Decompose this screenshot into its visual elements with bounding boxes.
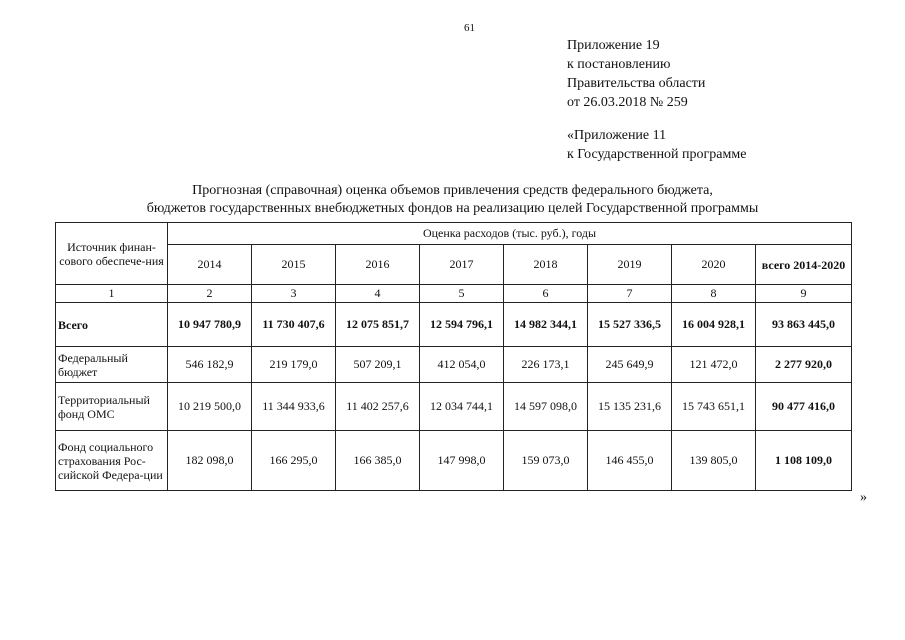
- column-number: 3: [252, 285, 336, 303]
- document-title: [0, 182, 905, 218]
- row-source: Территориальный фонд ОМС: [56, 383, 168, 431]
- year-header: 2018: [504, 245, 588, 285]
- table-cell: 146 455,0: [588, 431, 672, 491]
- table-cell: 166 295,0: [252, 431, 336, 491]
- column-number: 6: [504, 285, 588, 303]
- page-number: 61: [464, 22, 475, 34]
- table-row-federal: [56, 347, 852, 383]
- table-cell: 14 982 344,1: [504, 303, 588, 347]
- appendix-header: [567, 36, 705, 112]
- table-cell: 12 594 796,1: [420, 303, 504, 347]
- table-cell: 147 998,0: [420, 431, 504, 491]
- row-total: 1 108 109,0: [756, 431, 852, 491]
- row-total: 2 277 920,0: [756, 347, 852, 383]
- table-cell: 10 947 780,9: [168, 303, 252, 347]
- table-cell: 139 805,0: [672, 431, 756, 491]
- table-cell: 15 527 336,5: [588, 303, 672, 347]
- row-source: Фонд социального страхования Рос-сийской Федера-ции: [56, 431, 168, 491]
- appendix-line-3: Правительства области: [567, 76, 706, 91]
- title-line-2: бюджетов государственных внебюджетных фондов на реализацию целей Государственной программы: [146, 201, 759, 216]
- appendix-line-1: Приложение 19: [567, 38, 660, 53]
- row-source: Федеральный бюджет: [56, 347, 168, 383]
- year-header: 2016: [336, 245, 420, 285]
- appendix-line-4: от 26.03.2018 № 259: [567, 95, 688, 110]
- column-number: 9: [756, 285, 852, 303]
- source-header: Источник финан-сового обеспече-ния: [56, 223, 168, 285]
- funding-table: [55, 222, 852, 491]
- table-cell: 14 597 098,0: [504, 383, 588, 431]
- table-cell: 219 179,0: [252, 347, 336, 383]
- table-cell: 166 385,0: [336, 431, 420, 491]
- table-cell: 11 730 407,6: [252, 303, 336, 347]
- table-row-oms: [56, 383, 852, 431]
- column-number: 8: [672, 285, 756, 303]
- table-cell: 245 649,9: [588, 347, 672, 383]
- column-number: 7: [588, 285, 672, 303]
- row-source: Всего: [56, 303, 168, 347]
- column-number: 4: [336, 285, 420, 303]
- table-cell: 10 219 500,0: [168, 383, 252, 431]
- year-header: 2019: [588, 245, 672, 285]
- title-line-1: Прогнозная (справочная) оценка объемов привлечения средств федерального бюджета,: [192, 183, 713, 198]
- column-number: 5: [420, 285, 504, 303]
- table-cell: 226 173,1: [504, 347, 588, 383]
- table-cell: 546 182,9: [168, 347, 252, 383]
- table-cell: 507 209,1: [336, 347, 420, 383]
- inner-appendix-line-2: к Государственной программе: [567, 147, 747, 162]
- table-cell: 11 402 257,6: [336, 383, 420, 431]
- column-number-row: [56, 285, 852, 303]
- expenses-header: Оценка расходов (тыс. руб.), годы: [168, 223, 852, 245]
- inner-appendix-line-1: «Приложение 11: [567, 128, 667, 143]
- table-cell: 182 098,0: [168, 431, 252, 491]
- row-total: 90 477 416,0: [756, 383, 852, 431]
- header-row-2: [56, 245, 852, 285]
- header-row-1: [56, 223, 852, 245]
- table-cell: 15 135 231,6: [588, 383, 672, 431]
- table-cell: 11 344 933,6: [252, 383, 336, 431]
- table-cell: 159 073,0: [504, 431, 588, 491]
- table-row-fss: [56, 431, 852, 491]
- inner-appendix-header: [567, 126, 746, 164]
- table-cell: 16 004 928,1: [672, 303, 756, 347]
- table-cell: 12 034 744,1: [420, 383, 504, 431]
- year-header: 2017: [420, 245, 504, 285]
- total-header: всего 2014-2020: [756, 245, 852, 285]
- table-cell: 121 472,0: [672, 347, 756, 383]
- year-header: 2015: [252, 245, 336, 285]
- row-total: 93 863 445,0: [756, 303, 852, 347]
- year-header: 2014: [168, 245, 252, 285]
- table-cell: 412 054,0: [420, 347, 504, 383]
- column-number: 2: [168, 285, 252, 303]
- table-cell: 12 075 851,7: [336, 303, 420, 347]
- year-header: 2020: [672, 245, 756, 285]
- column-number: 1: [56, 285, 168, 303]
- table-cell: 15 743 651,1: [672, 383, 756, 431]
- appendix-line-2: к постановлению: [567, 57, 671, 72]
- table-row-total: [56, 303, 852, 347]
- closing-quote: »: [860, 490, 867, 505]
